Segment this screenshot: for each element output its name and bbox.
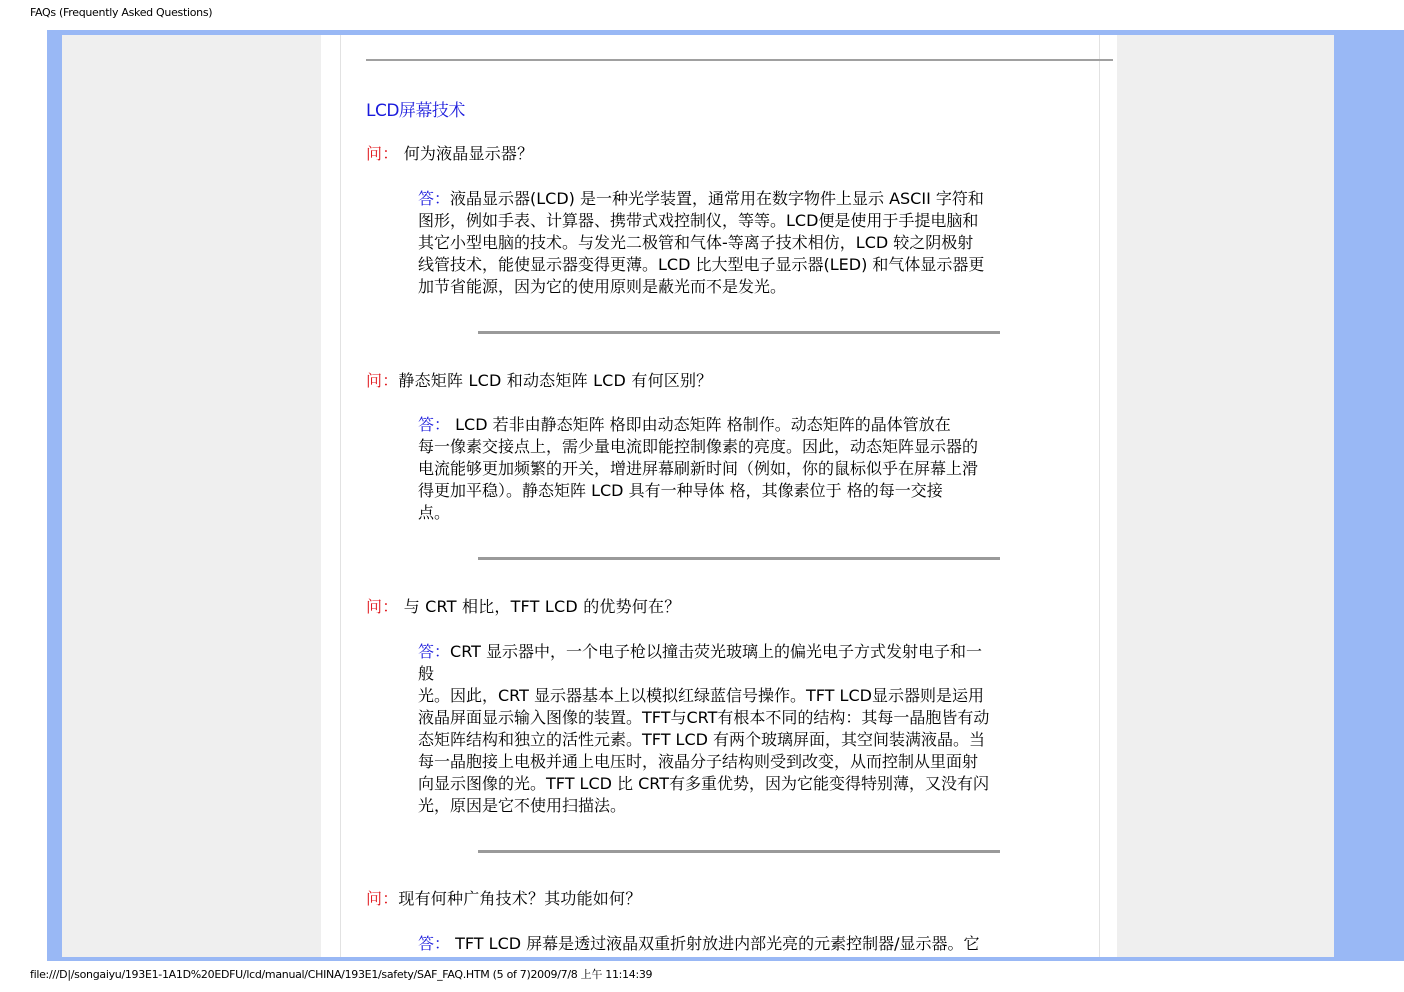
top-divider — [366, 59, 1113, 61]
answer-label: 答： — [418, 642, 451, 661]
faq-question — [366, 594, 680, 617]
faq-divider — [478, 331, 1000, 334]
answer-line: 点。 — [418, 503, 451, 522]
answer-line: 电流能够更加频繁的开关，增进屏幕刷新时间（例如，你的鼠标似乎在屏幕上滑 — [418, 459, 979, 478]
faq-answer — [418, 933, 1058, 955]
answer-line: 加节省能源，因为它的使用原则是蔽光而不是发光。 — [418, 277, 787, 296]
answer-line: 图形，例如手表、计算器、携带式戏控制仪，等等。LCD便是使用于手提电脑和 — [418, 211, 979, 230]
answer-line: 其它小型电脑的技术。与发光二极管和气体-等离子技术相仿，LCD 较之阴极射 — [418, 233, 974, 252]
answer-line: 光。因此，CRT 显示器基本上以模拟红绿蓝信号操作。TFT LCD显示器则是运用 — [418, 686, 984, 705]
answer-line: 每一晶胞接上电极并通上电压时，液晶分子结构则受到改变，从而控制从里面射 — [418, 752, 979, 771]
faq-answer — [418, 641, 1058, 817]
question-label: 问： — [366, 889, 399, 908]
answer-line: 般 — [418, 664, 435, 683]
answer-line: 答：CRT 显示器中，一个电子枪以撞击荧光玻璃上的偏光电子方式发射电子和一 — [418, 642, 983, 661]
question-label: 问： — [366, 597, 399, 616]
answer-line: 向显示图像的光。TFT LCD 比 CRT有多重优势，因为它能变得特别薄，又没有闪 — [418, 774, 990, 793]
answer-line: 线管技术，能使显示器变得更薄。LCD 比大型电子显示器(LED) 和气体显示器更 — [418, 255, 985, 274]
answer-label: 答： — [418, 934, 451, 953]
question-text: 静态矩阵 LCD 和动态矩阵 LCD 有何区别？ — [398, 371, 713, 390]
answer-line: 得更加平稳）。静态矩阵 LCD 具有一种导体 格，其像素位于 格的每一交接 — [418, 481, 943, 500]
print-header: FAQs (Frequently Asked Questions) — [30, 6, 213, 19]
question-text: 与 CRT 相比，TFT LCD 的优势何在？ — [398, 597, 681, 616]
faq-question — [366, 368, 712, 391]
question-label: 问： — [366, 371, 399, 390]
answer-line: 答： LCD 若非由静态矩阵 格即由动态矩阵 格制作。动态矩阵的晶体管放在 — [418, 415, 951, 434]
question-text: 现有何种广角技术？其功能如何？ — [398, 889, 642, 908]
left-panel — [62, 35, 321, 957]
faq-answer — [418, 414, 1058, 524]
content-area — [321, 35, 1117, 957]
content-column — [340, 35, 1100, 957]
faq-divider — [478, 850, 1000, 853]
print-footer: file:///D|/songaiyu/193E1-1A1D%20EDFU/lcd/manual/CHINA/193E1/safety/SAF_FAQ.HTM (5 of 7)2009/7/8 上午 11:14:39 — [30, 968, 653, 981]
answer-label: 答： — [418, 189, 451, 208]
faq-answer — [418, 188, 1058, 298]
faq-question — [366, 141, 533, 164]
answer-label: 答： — [418, 415, 451, 434]
answer-line: 答：液晶显示器(LCD) 是一种光学装置，通常用在数字物件上显示 ASCII 字符和 — [418, 189, 984, 208]
answer-line: 液晶屏面显示输入图像的装置。TFT与CRT有根本不同的结构：其每一晶胞皆有动 — [418, 708, 990, 727]
answer-line: 态矩阵结构和独立的活性元素。TFT LCD 有两个玻璃屏面，其空间装满液晶。当 — [418, 730, 986, 749]
right-panel — [1117, 35, 1334, 957]
question-text: 何为液晶显示器？ — [398, 144, 534, 163]
question-label: 问： — [366, 144, 399, 163]
faq-question — [366, 886, 641, 909]
faq-divider — [478, 557, 1000, 560]
answer-line: 光，原因是它不使用扫描法。 — [418, 796, 627, 815]
answer-line: 答： TFT LCD 屏幕是透过液晶双重折射放进内部光亮的元素控制器/显示器。它 — [418, 934, 980, 953]
answer-line: 每一像素交接点上，需少量电流即能控制像素的亮度。因此，动态矩阵显示器的 — [418, 437, 979, 456]
section-title: LCD屏幕技术 — [366, 101, 465, 121]
